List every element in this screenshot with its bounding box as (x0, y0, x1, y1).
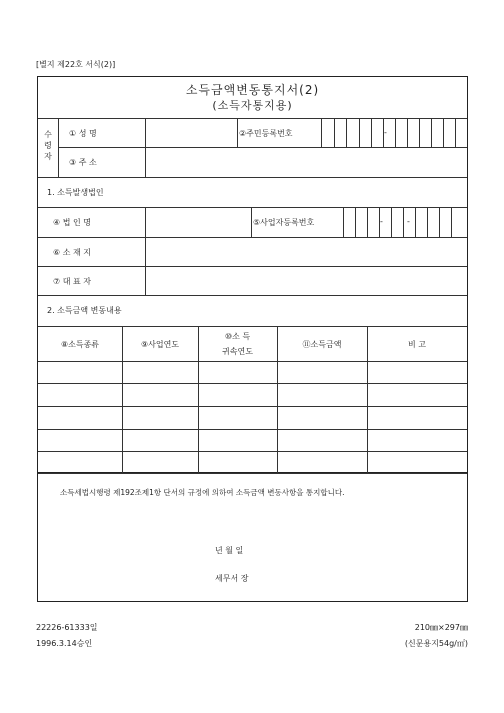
notice-date: 년 월 일 (215, 546, 244, 555)
notice-form (37, 76, 468, 473)
divider (38, 326, 467, 327)
divider (38, 266, 467, 267)
form-code: 22226-61333일 (36, 623, 98, 632)
name-label: ① 성 명 (69, 129, 97, 138)
representative-label: ⑦ 대 표 자 (53, 277, 91, 286)
divider (367, 207, 368, 237)
divider (391, 207, 392, 237)
divider (415, 207, 416, 237)
divider (439, 207, 440, 237)
divider (321, 118, 322, 147)
divider (346, 118, 347, 147)
resident-no-dash: - (384, 128, 387, 137)
divider (431, 118, 432, 147)
col-attribution-year-line2: 귀속연도 (222, 347, 253, 356)
divider (145, 207, 146, 296)
address-label: ③ 주 소 (69, 158, 97, 167)
divider (403, 207, 404, 237)
location-label: ⑥ 소 재 지 (53, 248, 91, 257)
divider (451, 207, 452, 237)
table-row (38, 406, 467, 429)
divider (455, 118, 456, 147)
divider (419, 118, 420, 147)
biz-no-dash-1: - (380, 217, 383, 226)
divider (343, 207, 344, 237)
table-row (38, 383, 467, 406)
col-income-amount: ⑪소득금액 (302, 340, 342, 349)
divider (251, 207, 252, 237)
table-row (38, 451, 467, 473)
form-subtitle: (소득자통지용) (212, 99, 293, 112)
table-row (38, 429, 467, 451)
divider (443, 118, 444, 147)
divider (334, 118, 335, 147)
divider (58, 118, 59, 177)
divider (407, 118, 408, 147)
table-row (38, 361, 467, 383)
divider (371, 118, 372, 147)
tax-office-chief: 세무서 장 (215, 574, 249, 583)
divider (38, 237, 467, 238)
divider (38, 177, 467, 178)
section1-heading: 1. 소득발생법인 (47, 188, 104, 197)
corp-name-label: ④ 법 인 명 (53, 218, 91, 227)
biz-no-dash-2: - (407, 217, 410, 226)
paper-type: (신문용지54g/㎡) (404, 639, 468, 648)
divider (355, 207, 356, 237)
divider (237, 118, 238, 147)
recipient-group-label: 수 령 자 (44, 130, 52, 161)
form-reference: [별지 제22호 서식(2)] (36, 60, 116, 69)
notice-text: 소득세법시행령 제192조제1항 단서의 규정에 의하여 소득금액 변동사항을 통지합니다. (60, 488, 345, 497)
divider (427, 207, 428, 237)
divider (38, 295, 467, 296)
approval-date: 1996.3.14승인 (36, 639, 93, 648)
resident-no-label: ②주민등록번호 (239, 129, 293, 138)
divider (145, 118, 146, 177)
section2-heading: 2. 소득금액 변동내용 (47, 306, 122, 315)
notice-box (37, 472, 468, 602)
divider (359, 118, 360, 147)
biz-no-label: ⑤사업자등록번호 (253, 218, 315, 227)
form-title: 소득금액변동통지서(2) (185, 83, 320, 97)
paper-size: 210㎜×297㎜ (414, 623, 468, 632)
col-remarks: 비 고 (408, 340, 426, 349)
divider (395, 118, 396, 147)
col-attribution-year-line1: ⑩소 득 (224, 332, 251, 341)
divider (38, 118, 467, 119)
divider (58, 147, 467, 148)
col-business-year: ⑨사업연도 (140, 340, 180, 349)
col-income-type: ⑧소득종류 (60, 340, 100, 349)
